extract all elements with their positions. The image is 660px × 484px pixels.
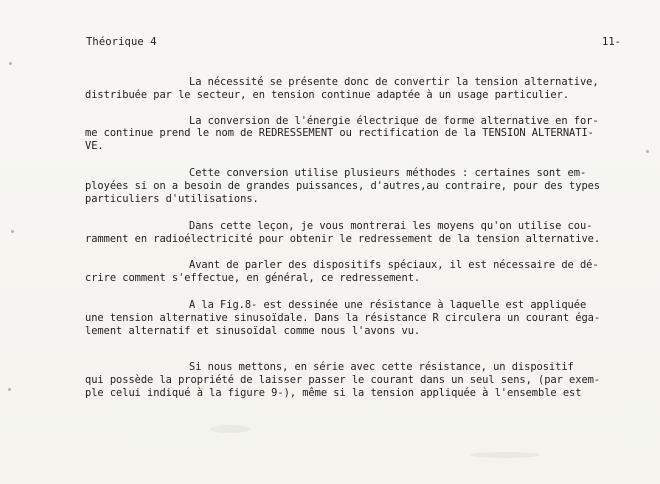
scan-dot [9, 62, 12, 65]
text-line: La conversion de l'énergie électrique de forme alternative en for- [189, 115, 599, 127]
scan-dot [8, 388, 11, 391]
text-line: VE. [85, 140, 104, 152]
text-line: distribuée par le secteur, en tension continue adaptée à un usage particulier. [85, 89, 570, 101]
text-line: La nécessité se présente donc de convertir la tension alternative, [189, 76, 599, 88]
text-line: crire comment s'effectue, en général, ce redressement. [85, 272, 421, 284]
scan-dot [646, 150, 649, 153]
text-line: une tension alternative sinusoïdale. Dans la résistance R circulera un courant éga- [85, 312, 601, 324]
scan-smudge [210, 425, 250, 433]
text-line: Si nous mettons, en série avec cette résistance, un dispositif [189, 361, 574, 373]
text-line: particuliers d'utilisations. [85, 193, 259, 205]
text-line: qui possède la propriété de laisser passer le courant dans un seul sens, (par exem- [85, 374, 601, 386]
text-line: ployées si on a besoin de grandes puissances, d'autres,au contraire, pour des types [85, 180, 601, 192]
text-line: me continue prend le nom de REDRESSEMENT ou rectification de la TENSION ALTERNATI- [85, 127, 594, 139]
text-line: lement alternatif et sinusoïdal comme nous l'avons vu. [85, 325, 421, 337]
text-line: Cette conversion utilise plusieurs méthodes : certaines sont em- [189, 167, 587, 179]
scan-dot [11, 230, 14, 233]
page-number: 11- [602, 36, 621, 48]
scan-smudge [470, 452, 540, 458]
text-line: ple celui indiqué à la figure 9-), même si la tension appliquée à l'ensemble est [85, 387, 582, 399]
text-line: ramment en radioélectricité pour obtenir le redressement de la tension alternative. [85, 233, 601, 245]
section-header: Théorique 4 [86, 36, 157, 48]
text-line: Avant de parler des dispositifs spéciaux, il est nécessaire de dé- [189, 259, 599, 271]
text-line: A la Fig.8- est dessinée une résistance à laquelle est appliquée [189, 299, 587, 311]
text-line: Dans cette leçon, je vous montrerai les moyens qu'on utilise cou- [189, 220, 593, 232]
